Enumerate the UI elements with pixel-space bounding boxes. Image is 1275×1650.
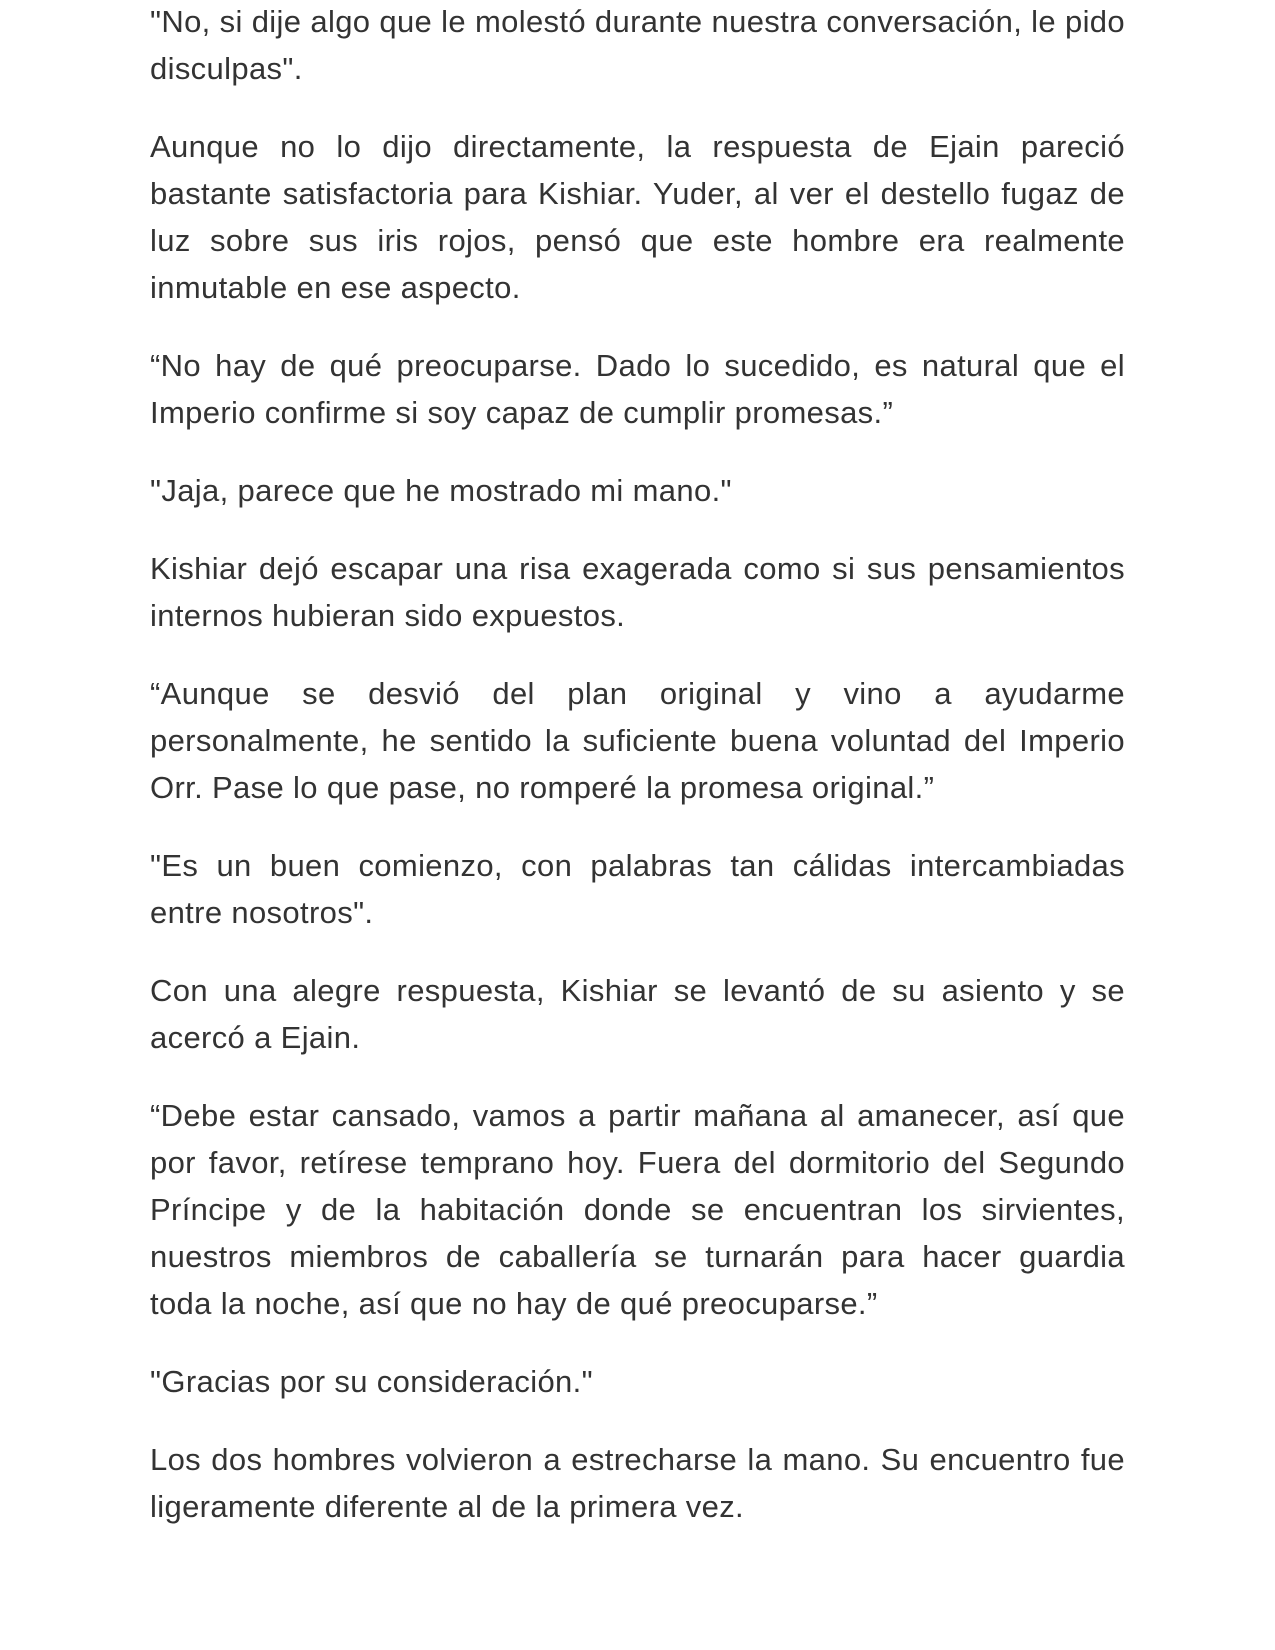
paragraph: "Es un buen comienzo, con palabras tan cálidas intercambiadas entre nosotros". — [150, 848, 1125, 930]
paragraph: "No, si dije algo que le molestó durante nuestra conversación, le pido disculpas". — [150, 4, 1125, 86]
paragraph: Los dos hombres volvieron a estrecharse la mano. Su encuentro fue ligeramente diferente al de la primera vez. — [150, 1442, 1125, 1524]
paragraph: Con una alegre respuesta, Kishiar se levantó de su asiento y se acercó a Ejain. — [150, 973, 1125, 1055]
paragraph: "Gracias por su consideración." — [150, 1364, 593, 1399]
document-body — [150, 0, 1125, 1561]
paragraph: Kishiar dejó escapar una risa exagerada como si sus pensamientos internos hubieran sido expuestos. — [150, 551, 1125, 633]
paragraph: “Debe estar cansado, vamos a partir mañana al amanecer, así que por favor, retírese temprano hoy. Fuera del dormitorio del Segundo Príncipe y de la habitación donde se encuentran los sirvientes, nuestros miembros de caballería se turnarán para hacer guardia toda la noche, así que no hay de qué preocuparse.” — [150, 1098, 1125, 1321]
paragraph: “Aunque se desvió del plan original y vino a ayudarme personalmente, he sentido la suficiente buena voluntad del Imperio Orr. Pase lo que pase, no romperé la promesa original.” — [150, 676, 1125, 805]
paragraph: Aunque no lo dijo directamente, la respuesta de Ejain pareció bastante satisfactoria para Kishiar. Yuder, al ver el destello fugaz de luz sobre sus iris rojos, pensó que este hombre era realmente inmutable en ese aspecto. — [150, 129, 1125, 305]
paragraph: “No hay de qué preocuparse. Dado lo sucedido, es natural que el Imperio confirme si soy capaz de cumplir promesas.” — [150, 348, 1125, 430]
paragraph: "Jaja, parece que he mostrado mi mano." — [150, 473, 732, 508]
